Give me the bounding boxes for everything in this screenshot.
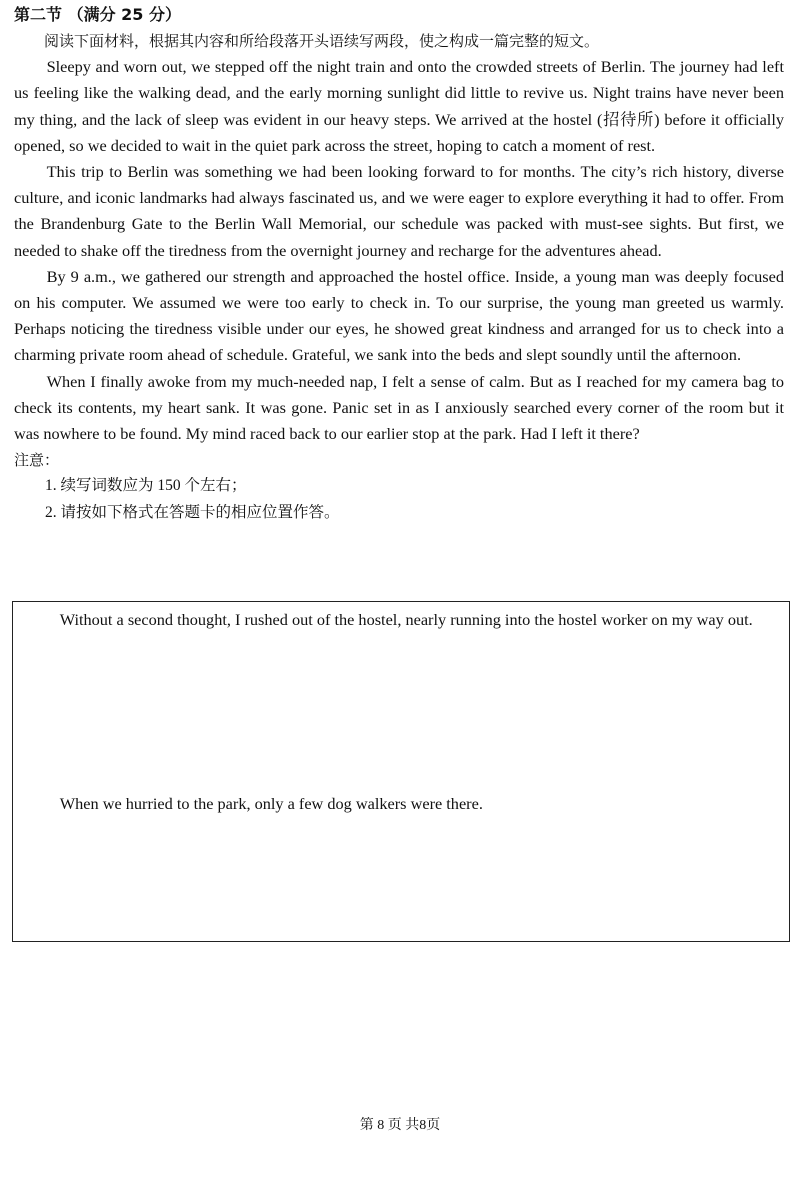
paragraph-2: This trip to Berlin was something we had been looking forward to for months. The city’s rich history, diverse culture, and iconic landmarks had always fascinated us, and we were eager to explore everything it had to offer. From the Brandenburg Gate to the Berlin Wall Memorial, our schedule was packed with must-see sights. But first, we needed to shake off the tiredness from the overnight journey and recharge for the adventures ahead.	[14, 162, 784, 260]
notes-title: 注意：	[14, 451, 60, 470]
continuation-start-2: When we hurried to the park, only a few dog walkers were there.	[59, 794, 483, 813]
passage	[14, 2, 784, 526]
instruction: 阅读下面材料，根据其内容和所给段落开头语续写两段，使之构成一篇完整的短文。	[44, 32, 600, 50]
note-item-2: 2. 请按如下格式在答题卡的相应位置作答。	[45, 503, 340, 521]
continuation-start-1: Without a second thought, I rushed out of the hostel, nearly running into the hostel worker on my way out.	[59, 610, 753, 629]
paragraph-1: Sleepy and worn out, we stepped off the night train and onto the crowded streets of Berlin. The journey had left us feeling like the walking dead, and the early morning sunlight did little to revive us. Night trains have never been my thing, and the lack of sleep was evident in our heavy steps. We arrived at the hostel (招待所) before it officially opened, so we decided to wait in the quiet park across the street, hoping to catch a moment of rest.	[14, 57, 784, 155]
page-footer: 第 8 页 共8页	[359, 1118, 441, 1133]
section-title: 第二节 （满分 25 分）	[14, 5, 181, 24]
answer-box	[12, 601, 790, 942]
note-item-1: 1. 续写词数应为 150 个左右；	[45, 477, 247, 495]
paragraph-4: When I finally awoke from my much-needed nap, I felt a sense of calm. But as I reached for my camera bag to check its contents, my heart sank. It was gone. Panic set in as I anxiously searched every corner of the room but it was nowhere to be found. My mind raced back to our earlier stop at the park. Had I left it there?	[14, 371, 784, 444]
paragraph-3: By 9 a.m., we gathered our strength and approached the hostel office. Inside, a young man was deeply focused on his computer. We assumed we were too early to check in. To our surprise, the young man greeted us warmly. Perhaps noticing the tiredness visible under our eyes, he showed great kindness and arranged for us to check into a charming private room ahead of schedule. Grateful, we sank into the beds and slept soundly until the afternoon.	[14, 266, 784, 365]
